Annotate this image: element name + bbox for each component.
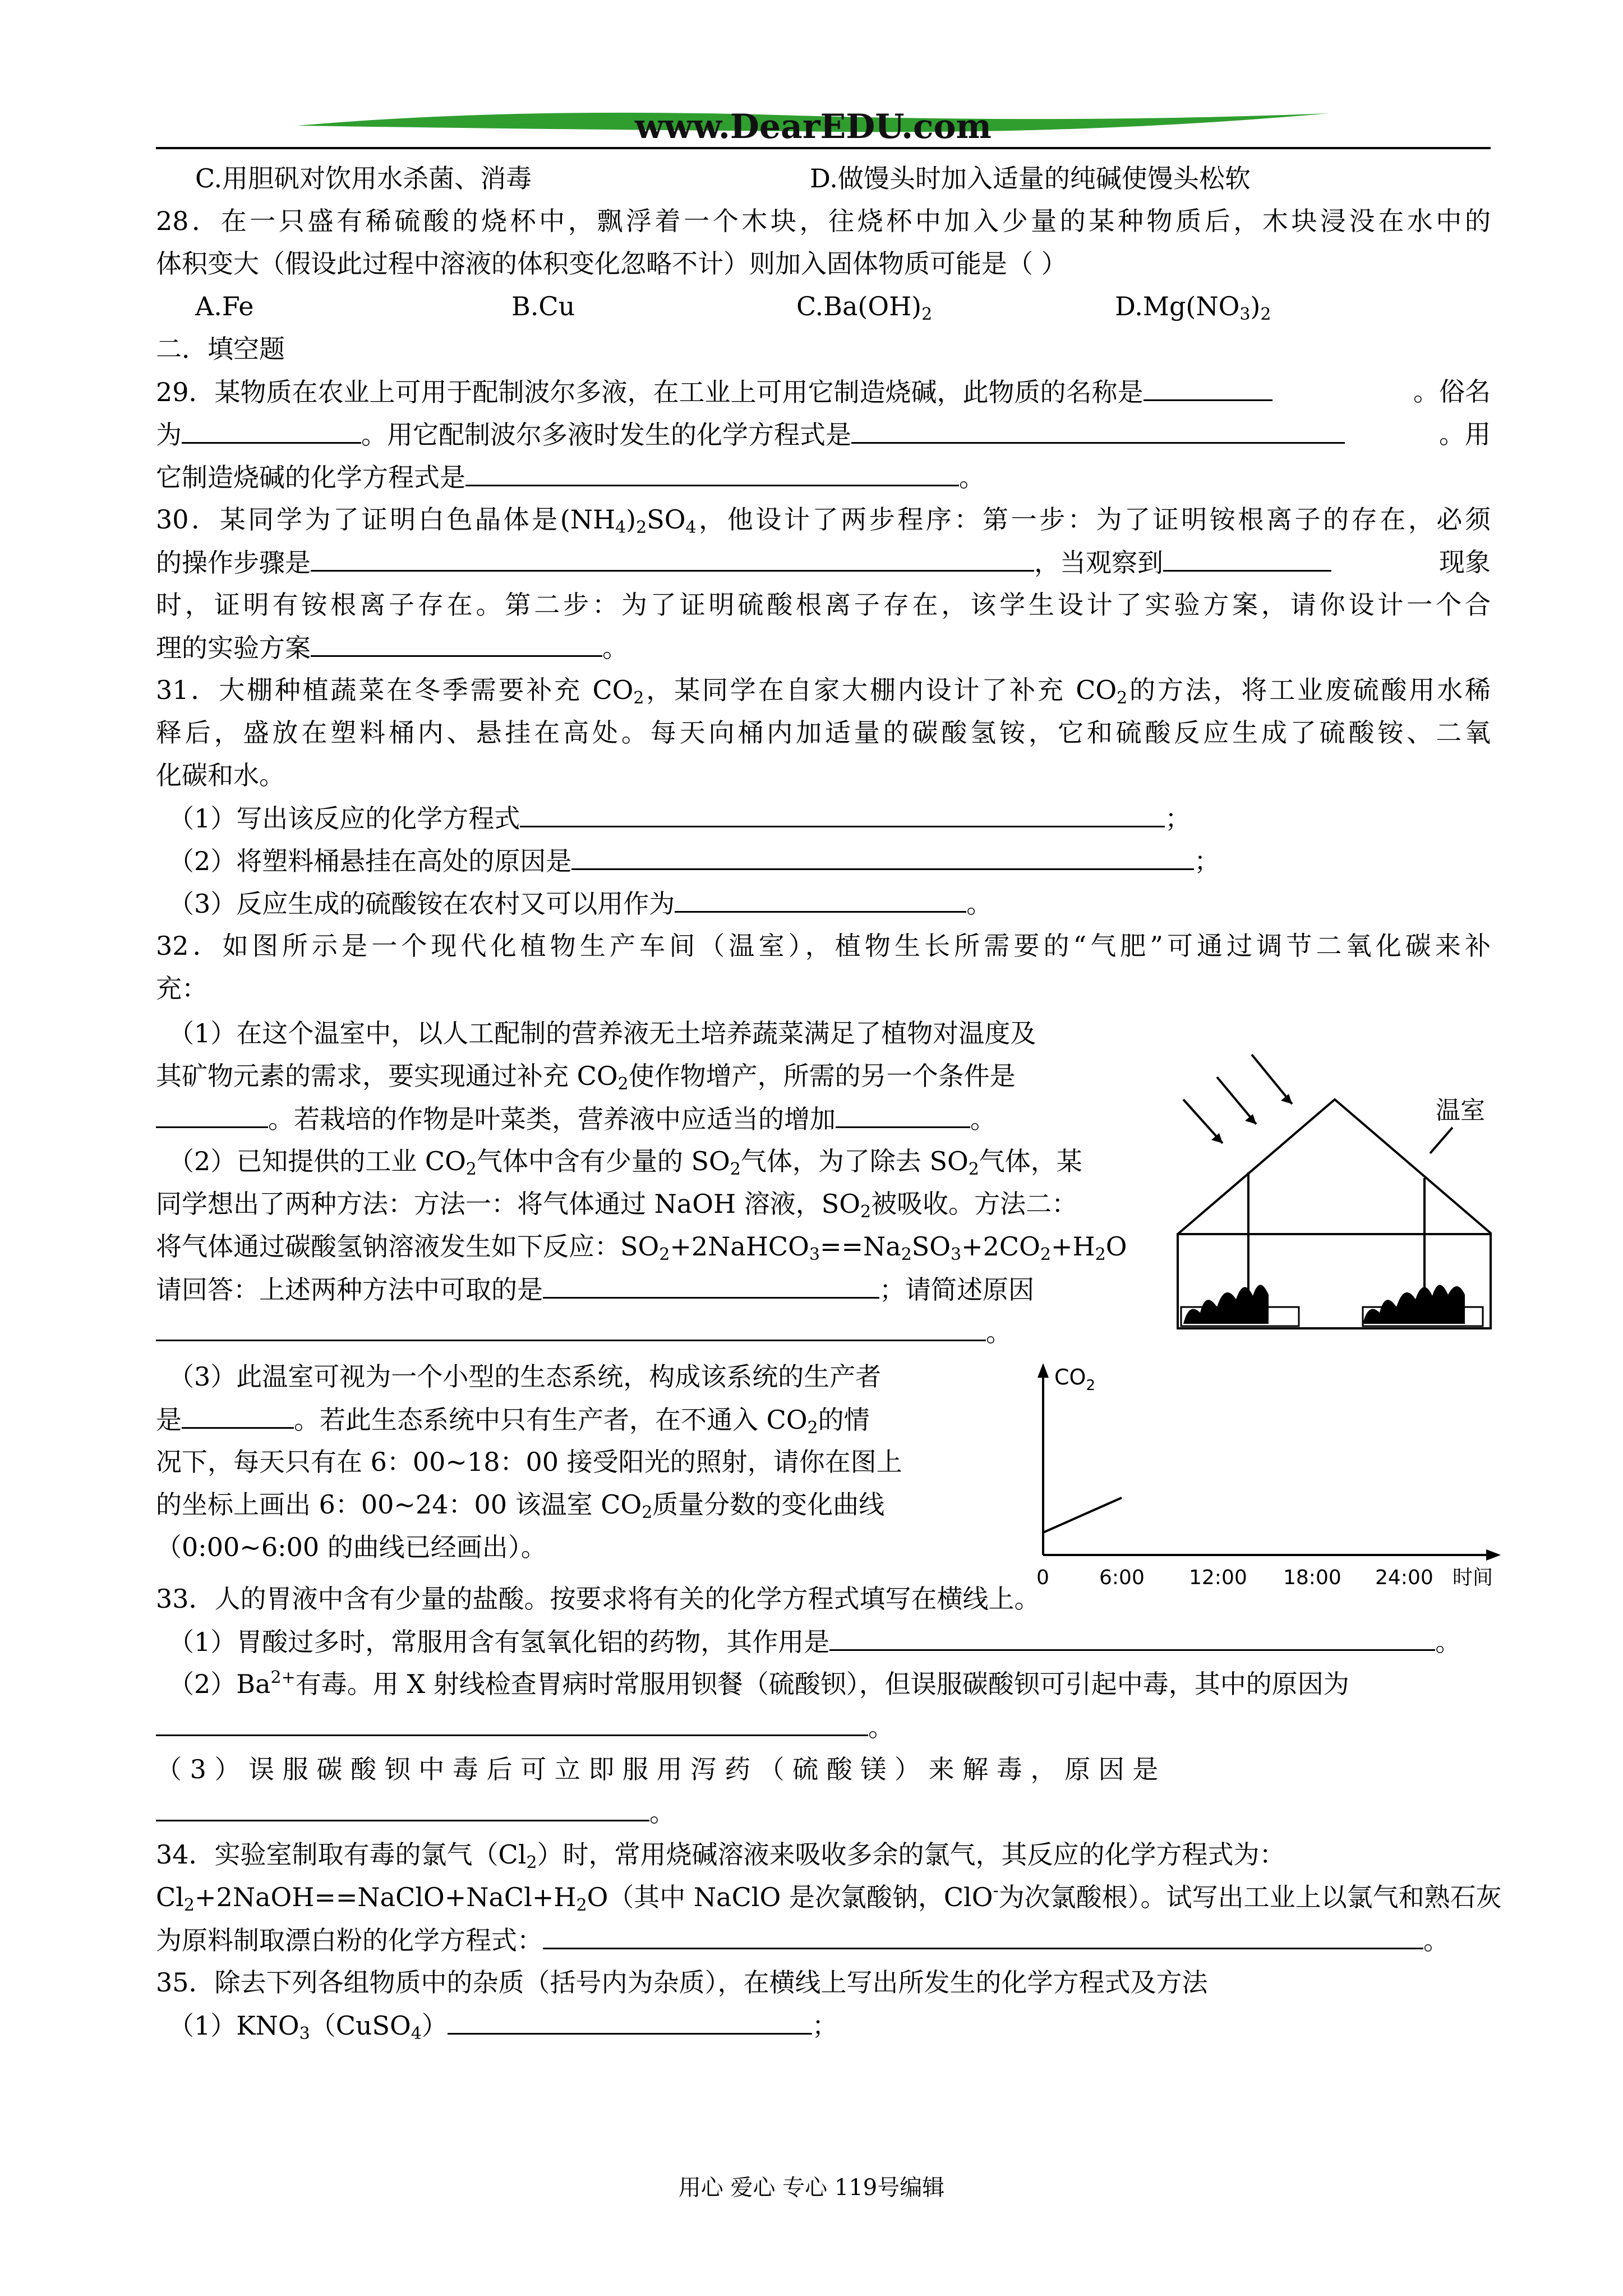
greenhouse-label-pointer — [1430, 1128, 1453, 1153]
q32-blank-method[interactable] — [543, 1271, 879, 1299]
q31-line3: 化碳和水。 — [156, 760, 285, 790]
q32-sub3-line5: （0:00~6:00 的曲线已经画出）。 — [156, 1532, 547, 1562]
greenhouse-figure — [1166, 1043, 1492, 1335]
q31-blank-equation[interactable] — [520, 800, 1165, 827]
q33-sub2-answer: 。 — [156, 1709, 1491, 1745]
q32-line1: 32．如图所示是一个现代化植物生产车间（温室），植物生长所需要的“气肥”可通过调节二氧化碳来补 — [156, 931, 1491, 961]
greenhouse-label: 温室 — [1436, 1096, 1485, 1125]
q27-option-d: D.做馒头时加入适量的纯碱使馒头松软 — [810, 163, 1251, 194]
q30-line3: 时，证明有铵根离子存在。第二步：为了证明硫酸根离子存在，该学生设计了实验方案，请你设计一个合 — [156, 590, 1491, 620]
q29-blank-common-name[interactable] — [182, 416, 361, 444]
page-footer: 用心 爱心 专心 119号编辑 — [678, 2175, 945, 2201]
q28-line2: 体积变大（假设此过程中溶液的体积变化忽略不计）则加入固体物质可能是（ ） — [156, 249, 1067, 279]
tick-label-18: 18:00 — [1283, 1566, 1341, 1589]
q33-blank-antidote[interactable] — [156, 1794, 649, 1821]
q29-line1: 29．某物质在农业上可用于配制波尔多液，在工业上可用它制造烧碱，此物质的名称是 。俗名 — [156, 374, 1491, 410]
x-axis-label: 时间 — [1453, 1566, 1493, 1589]
q31-line2: 释后，盛放在塑料桶内、悬挂在高处。每天向桶内加适量的碳酸氢铵，它和硫酸反应生成了硫酸铵、二氧 — [156, 717, 1491, 748]
q35-sub1: $(1)KNO_3(CuSO_4)$ ； — [168, 2007, 1503, 2044]
q32-sub2-line1: （2）已知提供的工业 $CO_2$气体中含有少量的 $SO_2$气体，为了除去 $SO_2$气体，某 — [168, 1146, 1082, 1179]
q32-sub2-line2: 同学想出了两种方法：方法一：将气体通过 NaOH 溶液，$SO_2$被吸收。方法二： — [156, 1189, 1078, 1222]
q31-line1: 31．大棚种植蔬菜在冬季需要补充 $CO_2$，某同学在自家大棚内设计了补充 $CO_2$的方法，将工业废硫酸用水稀 — [156, 675, 1491, 708]
q29-blank-name[interactable] — [1144, 374, 1272, 401]
q29-blank-equation2[interactable] — [465, 459, 959, 486]
q30-line2: 的操作步骤是 ，当观察到 现象 — [156, 544, 1491, 581]
q32-blank-nutrient[interactable] — [836, 1101, 970, 1128]
y-axis-label: $CO_2$ — [1054, 1365, 1095, 1394]
q32-sub2-line4: 请回答：上述两种方法中可取的是 ；请简述原因 — [156, 1271, 1121, 1308]
q32-sub1-line2: 其矿物元素的需求，要实现通过补充 $CO_2$使作物增产，所需的另一个条件是 — [156, 1061, 1016, 1094]
q28-option-a: A.Fe — [195, 291, 254, 321]
q32-blank-condition[interactable] — [156, 1101, 268, 1128]
q32-sub3-line1: （3）此温室可视为一个小型的生态系统，构成该系统的生产者 — [168, 1361, 882, 1392]
q29-line3: 它制造烧碱的化学方程式是 。 — [156, 459, 1491, 495]
tick-label-12: 12:00 — [1189, 1566, 1247, 1589]
header-rule — [156, 147, 1491, 149]
q33-sub2: $(2)Ba^{2+}$有毒。用 X 射线检查胃病时常服用钡餐（硫酸钡），但误服碳酸钡可引起中毒，其中的原因为 — [168, 1668, 1349, 1699]
q28-option-b: B.Cu — [511, 291, 575, 321]
q33-sub1: （1）胃酸过多时，常服用含有氢氧化铝的药物，其作用是 。 — [168, 1623, 1503, 1660]
q32-sub3-line3: 况下，每天只有在 6：00~18：00 接受阳光的照射，请你在图上 — [156, 1447, 902, 1477]
q34-line3: 为原料制取漂白粉的化学方程式： 。 — [156, 1922, 1491, 1958]
q28-line1: 28．在一只盛有稀硫酸的烧杯中，飘浮着一个木块，往烧杯中加入少量的某种物质后，木块浸没在水中的 — [156, 206, 1491, 236]
q28-option-d: $D.Mg(NO_3)_2$ — [1115, 291, 1271, 324]
q34-line2: $Cl_2+2NaOH==NaClO+NaCl+H_2O$（其中 NaClO 是次氯酸钠，ClO-为次氯酸根）。试写出工业上以氯气和熟石灰 — [156, 1881, 1502, 1915]
q30-line4: 理的实验方案 。 — [156, 629, 1491, 666]
tick-label-6: 6:00 — [1099, 1566, 1145, 1589]
q34-line1: 34．实验室制取有毒的氯气$(Cl_2)$时，常用烧碱溶液来吸收多余的氯气，其反应的化学方程式为： — [156, 1839, 1285, 1872]
q27-option-c: C.用胆矾对饮用水杀菌、消毒 — [195, 163, 532, 194]
q30-blank-phenomenon[interactable] — [1163, 544, 1331, 572]
q28-option-c: $C.Ba(OH)_2$ — [796, 291, 933, 324]
y-axis-arrow — [1038, 1363, 1049, 1378]
q32-line2: 充： — [156, 973, 208, 1004]
q32-sub3-line2: 是 。若此生态系统中只有生产者，在不通入 $CO_2$的情 — [156, 1401, 963, 1438]
q32-sub3-line4: 的坐标上画出 6：00~24：00 该温室 $CO_2$质量分数的变化曲线 — [156, 1489, 885, 1522]
q35-line1: 35．除去下列各组物质中的杂质（括号内为杂质），在横线上写出所发生的化学方程式及方法 — [156, 1967, 1208, 1998]
q30-blank-steps[interactable] — [311, 544, 1034, 572]
q32-blank-reason[interactable] — [156, 1314, 986, 1341]
q33-sub3-answer: 。 — [156, 1794, 1491, 1830]
q32-sub2-line3: 将气体通过碳酸氢钠溶液发生如下反应：$SO_2+2NaHCO_3==Na_2SO_3+2CO_2+H_2O$ — [156, 1231, 1127, 1264]
q31-blank-use[interactable] — [675, 885, 966, 913]
section-title: 二．填空题 — [156, 334, 285, 364]
plants-right — [1363, 1285, 1465, 1324]
q30-blank-plan[interactable] — [311, 629, 602, 657]
q31-sub2: （2）将塑料桶悬挂在高处的原因是 ； — [168, 843, 1503, 879]
q32-blank-producer[interactable] — [182, 1401, 294, 1429]
q33-sub3: （ 3 ） 误 服 碳 酸 钡 中 毒 后 可 立 即 服 用 泻 药 （ 硫 酸 镁 ） 来 解 毒 ， 原 因 是 — [156, 1754, 1159, 1784]
q29-line2: 为 。用它配制波尔多液时发生的化学方程式是 。用 — [156, 416, 1491, 453]
q31-blank-reason[interactable] — [571, 843, 1194, 870]
q31-sub1: （1）写出该反应的化学方程式 ； — [168, 800, 1503, 836]
q34-blank-equation[interactable] — [543, 1922, 1423, 1949]
q31-sub3: （3）反应生成的硫酸铵在农村又可以用作为 。 — [168, 885, 1503, 922]
q35-blank-method[interactable] — [448, 2007, 812, 2035]
q30-line1: 30．某同学为了证明白色晶体是$(NH_4)_2SO_4$，他设计了两步程序：第一步：为了证明铵根离子的存在，必须 — [156, 504, 1491, 537]
q33-blank-reason[interactable] — [156, 1709, 868, 1736]
q33-line1: 33．人的胃液中含有少量的盐酸。按要求将有关的化学方程式填写在横线上。 — [156, 1584, 1040, 1614]
q33-blank-function[interactable] — [829, 1623, 1435, 1651]
q29-blank-equation1[interactable] — [851, 416, 1345, 444]
x-axis-arrow — [1486, 1549, 1501, 1561]
q32-sub2-line5: 。 — [156, 1314, 1491, 1350]
q32-sub1-line3: 。若栽培的作物是叶菜类，营养液中应适当的增加 。 — [156, 1101, 1121, 1137]
co2-graph — [1026, 1358, 1503, 1593]
q32-sub1-line1: （1）在这个温室中，以人工配制的营养液无土培养蔬菜满足了植物对温度及 — [168, 1018, 1036, 1048]
logo-text: www.DearEDU.com — [634, 107, 992, 146]
plants-left — [1183, 1285, 1269, 1324]
tick-label-24: 24:00 — [1375, 1566, 1433, 1589]
co2-curve-0-6 — [1043, 1498, 1122, 1533]
tick-label-0: 0 — [1036, 1566, 1049, 1589]
